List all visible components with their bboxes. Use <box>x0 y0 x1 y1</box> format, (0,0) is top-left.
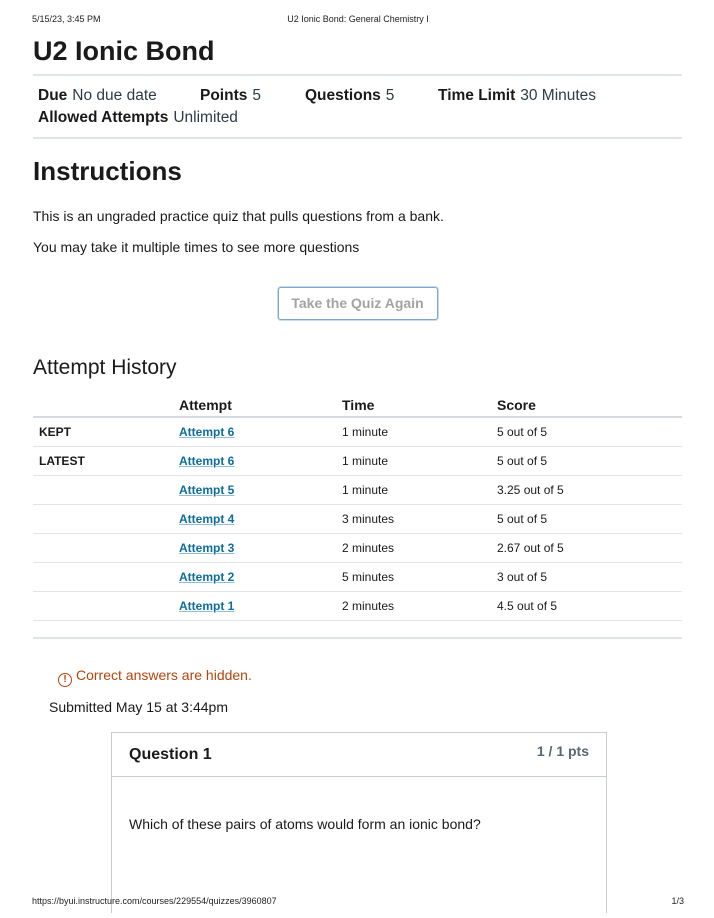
column-header-attempt: Attempt <box>179 394 342 417</box>
attempt-cell <box>179 447 342 476</box>
attempt-time: 1 minute <box>342 447 497 476</box>
divider <box>33 137 682 139</box>
quiz-button-wrap <box>33 287 682 321</box>
question-points: 1 / 1 pts <box>536 743 589 759</box>
questions-value: 5 <box>385 87 395 104</box>
due-label: Due <box>38 87 68 104</box>
table-row <box>33 534 682 563</box>
attempt-link[interactable]: Attempt 4 <box>179 512 235 526</box>
take-quiz-again-button[interactable]: Take the Quiz Again <box>278 287 438 320</box>
attempt-tag <box>33 476 179 505</box>
instructions-title: Instructions <box>33 156 182 186</box>
page-title: U2 Ionic Bond <box>33 36 215 66</box>
attempt-time: 1 minute <box>342 476 497 505</box>
attempt-score: 3.25 out of 5 <box>497 476 682 505</box>
attempt-link[interactable]: Attempt 5 <box>179 483 235 497</box>
attempt-history-table <box>33 394 682 621</box>
hidden-note-text: Correct answers are hidden. <box>76 667 252 683</box>
attempt-link[interactable]: Attempt 6 <box>179 454 235 468</box>
divider <box>33 637 682 639</box>
attempt-cell <box>179 417 342 447</box>
table-row <box>33 476 682 505</box>
question-name: Question 1 <box>129 746 212 763</box>
allowed-attempts-detail <box>38 107 238 129</box>
column-header-tag <box>33 394 179 417</box>
time-limit-detail <box>438 85 596 107</box>
quiz-details-row-1 <box>38 85 677 107</box>
table-row <box>33 417 682 447</box>
attempt-link[interactable]: Attempt 1 <box>179 599 235 613</box>
attempt-tag <box>33 505 179 534</box>
attempt-cell <box>179 505 342 534</box>
attempt-tag <box>33 534 179 563</box>
allowed-attempts-label: Allowed Attempts <box>38 109 169 126</box>
allowed-attempts-value: Unlimited <box>173 109 238 126</box>
attempt-score: 2.67 out of 5 <box>497 534 682 563</box>
question-header <box>112 733 606 777</box>
attempt-time: 5 minutes <box>342 563 497 592</box>
attempt-cell <box>179 476 342 505</box>
instructions-paragraph: This is an ungraded practice quiz that pulls questions from a bank. <box>33 208 444 224</box>
attempt-time: 3 minutes <box>342 505 497 534</box>
attempt-time: 1 minute <box>342 417 497 447</box>
attempt-cell <box>179 563 342 592</box>
print-url: https://byui.instructure.com/courses/229554/quizzes/3960807 <box>32 896 277 906</box>
table-header-row <box>33 394 682 417</box>
attempt-cell <box>179 592 342 621</box>
question-text: Which of these pairs of atoms would form an ionic bond? <box>129 816 481 832</box>
table-row <box>33 592 682 621</box>
table-row <box>33 447 682 476</box>
questions-detail <box>305 85 394 107</box>
quiz-details <box>33 76 682 137</box>
attempt-score: 5 out of 5 <box>497 417 682 447</box>
attempt-history-title: Attempt History <box>33 356 177 379</box>
column-header-time: Time <box>342 394 497 417</box>
attempt-link[interactable]: Attempt 2 <box>179 570 235 584</box>
due-value: No due date <box>72 87 157 104</box>
attempt-tag: LATEST <box>33 447 179 476</box>
attempt-time: 2 minutes <box>342 592 497 621</box>
attempt-score: 5 out of 5 <box>497 505 682 534</box>
column-header-score: Score <box>497 394 682 417</box>
points-detail <box>200 85 261 107</box>
correct-answers-hidden-note <box>58 666 682 684</box>
quiz-content <box>33 34 682 715</box>
due-detail <box>38 85 157 107</box>
attempt-score: 4.5 out of 5 <box>497 592 682 621</box>
print-footer <box>32 896 684 910</box>
questions-label: Questions <box>305 87 381 104</box>
table-row <box>33 505 682 534</box>
attempt-link[interactable]: Attempt 3 <box>179 541 235 555</box>
instructions-paragraph: You may take it multiple times to see more questions <box>33 239 360 255</box>
attempt-tag <box>33 592 179 621</box>
submitted-timestamp: Submitted May 15 at 3:44pm <box>49 699 228 715</box>
points-value: 5 <box>252 87 261 104</box>
attempt-score: 5 out of 5 <box>497 447 682 476</box>
quiz-details-row-2 <box>38 107 677 129</box>
attempt-link[interactable]: Attempt 6 <box>179 425 235 439</box>
time-limit-value: 30 Minutes <box>520 87 597 104</box>
print-datetime: 5/15/23, 3:45 PM <box>32 14 101 24</box>
table-row <box>33 563 682 592</box>
print-document-title: U2 Ionic Bond: General Chemistry I <box>287 14 429 24</box>
print-page-number: 1/3 <box>671 896 684 906</box>
attempt-tag <box>33 563 179 592</box>
attempt-time: 2 minutes <box>342 534 497 563</box>
print-header <box>32 14 684 28</box>
points-label: Points <box>200 87 248 104</box>
attempt-tag: KEPT <box>33 417 179 447</box>
question-card <box>111 732 607 913</box>
exclamation-circle-icon: ! <box>58 673 72 687</box>
attempt-cell <box>179 534 342 563</box>
time-limit-label: Time Limit <box>438 87 516 104</box>
attempt-score: 3 out of 5 <box>497 563 682 592</box>
